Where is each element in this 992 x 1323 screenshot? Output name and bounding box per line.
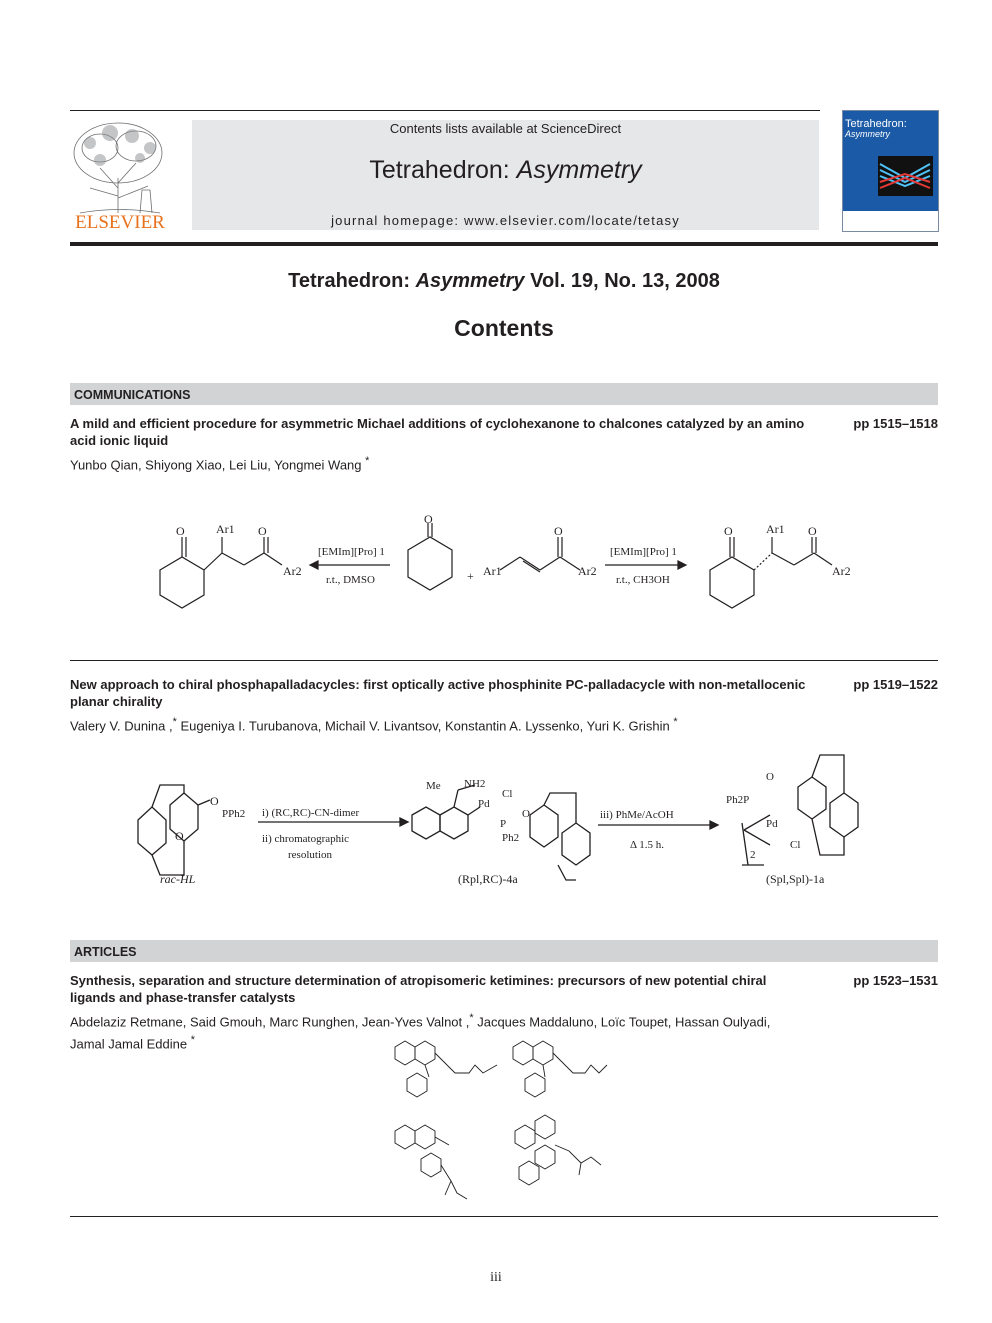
contents-heading: Contents: [454, 315, 554, 341]
scheme2-label-o1: O: [175, 829, 184, 843]
entry-2-title[interactable]: New approach to chiral phosphapalladacycles: first optically active phosphinite PC-palladacycle with non-metallocenic planar chirality: [70, 677, 806, 709]
articles-divider: [70, 1216, 938, 1217]
scheme2-label-p: P: [500, 818, 507, 830]
scheme2-label-2: 2: [750, 849, 756, 861]
entry-3-scheme: [385, 1035, 625, 1210]
entry-1-scheme: [140, 515, 860, 615]
scheme1-o-right2: O: [808, 524, 817, 538]
scheme2-step3: iii) PhMe/AcOH: [600, 809, 674, 821]
scheme1-o-left: O: [176, 524, 185, 538]
cover-title: Tetrahedron: Asymmetry: [845, 118, 907, 139]
scheme1-reagent-right-top: [EMIm][Pro] 1: [610, 546, 677, 558]
journal-cover: [842, 110, 939, 232]
scheme1-ar1-right: Ar1: [766, 522, 785, 536]
scheme1-ar2-right: Ar2: [832, 564, 851, 578]
contents-available-link[interactable]: Contents lists available at ScienceDirect: [389, 121, 622, 136]
scheme2-label-ph2: Ph2: [502, 832, 520, 844]
scheme2-label-cl2: Cl: [790, 839, 801, 851]
scheme2-label-right: (Spl,Spl)-1a: [766, 872, 825, 886]
scheme2-step3b: Δ 1.5 h.: [630, 839, 664, 851]
scheme1-reagent-left-top: [EMIm][Pro] 1: [318, 546, 385, 558]
scheme1-o-left2: O: [258, 524, 267, 538]
entry-3-authors: Abdelaziz Retmane, Said Gmouh, Marc Runghen, Jean-Yves Valnot ,* Jacques Maddaluno, Loïc Toupet, Hassan Oulyadi, Jamal Jamal Eddine *: [70, 1012, 771, 1052]
scheme2-label-ph2p: Ph2P: [726, 794, 750, 806]
scheme2-label-nh2: NH2: [464, 778, 486, 790]
page-number: iii: [490, 1270, 502, 1285]
entry-1-title[interactable]: A mild and efficient procedure for asymmetric Michael additions of cyclohexanone to chalcones catalyzed by an amino acid ionic liquid: [70, 416, 805, 448]
section-articles: ARTICLES: [70, 940, 938, 962]
entry-1-divider: [70, 660, 938, 661]
scheme1-o-right: O: [724, 524, 733, 538]
journal-name: Tetrahedron: Asymmetry: [369, 156, 642, 184]
scheme2-step2a: ii) chromatographic: [262, 833, 350, 845]
cover-footer-band: [843, 211, 938, 231]
scheme2-label-pd: Pd: [478, 798, 490, 810]
scheme1-plus: +: [467, 569, 474, 583]
section-communications: COMMUNICATIONS: [70, 383, 938, 405]
entry-3-pages: pp 1523–1531: [853, 973, 938, 988]
scheme2-step1: i) (RC,RC)-CN-dimer: [262, 807, 360, 819]
entry-3-title[interactable]: Synthesis, separation and structure determination of atropisomeric ketimines: precursors of new potential chiral ligands and phase-transfer catalysts: [70, 973, 767, 1005]
scheme1-o-cyclohexanone: O: [424, 515, 433, 526]
scheme2-label-pd2: Pd: [766, 818, 778, 830]
scheme1-ar1-mid: Ar1: [483, 564, 502, 578]
journal-homepage-link[interactable]: journal homepage: www.elsevier.com/locate/tetasy: [331, 213, 680, 228]
scheme1-o-mid: O: [554, 524, 563, 538]
scheme2-step2b: resolution: [288, 849, 332, 861]
scheme1-reagent-left-bottom: r.t., DMSO: [326, 574, 375, 586]
header-top-rule: [70, 110, 820, 111]
scheme1-ar1-left: Ar1: [216, 522, 235, 536]
cover-graphic-icon: [878, 156, 933, 196]
scheme2-label-pph2b: PPh2: [222, 808, 246, 820]
entry-2-scheme: [130, 745, 880, 895]
scheme1-ar2-mid: Ar2: [578, 564, 597, 578]
issue-title: Tetrahedron: Asymmetry Vol. 19, No. 13, 2008: [288, 270, 720, 292]
scheme2-label-me: Me: [426, 780, 441, 792]
scheme2-label-mid: (Rpl,RC)-4a: [458, 872, 518, 886]
scheme2-label-o2: O: [522, 808, 530, 820]
scheme2-label-left: rac-HL: [160, 872, 196, 886]
elsevier-wordmark: ELSEVIER: [75, 212, 165, 233]
elsevier-logo: [70, 118, 170, 233]
scheme1-reagent-right-bottom: r.t., CH3OH: [616, 574, 670, 586]
scheme2-label-cl: Cl: [502, 788, 513, 800]
entry-1-authors: Yunbo Qian, Shiyong Xiao, Lei Liu, Yongmei Wang *: [70, 455, 370, 473]
scheme2-label-o3: O: [766, 771, 774, 783]
entry-2-authors: Valery V. Dunina ,* Eugeniya I. Turubanova, Michail V. Livantsov, Konstantin A. Lyssenko, Yuri K. Grishin *: [70, 716, 678, 734]
entry-1-pages: pp 1515–1518: [853, 416, 938, 431]
scheme2-label-pph2: O: [210, 794, 219, 808]
entry-2-pages: pp 1519–1522: [853, 677, 938, 692]
scheme1-ar2-left: Ar2: [283, 564, 302, 578]
header-thick-rule: [70, 242, 938, 246]
